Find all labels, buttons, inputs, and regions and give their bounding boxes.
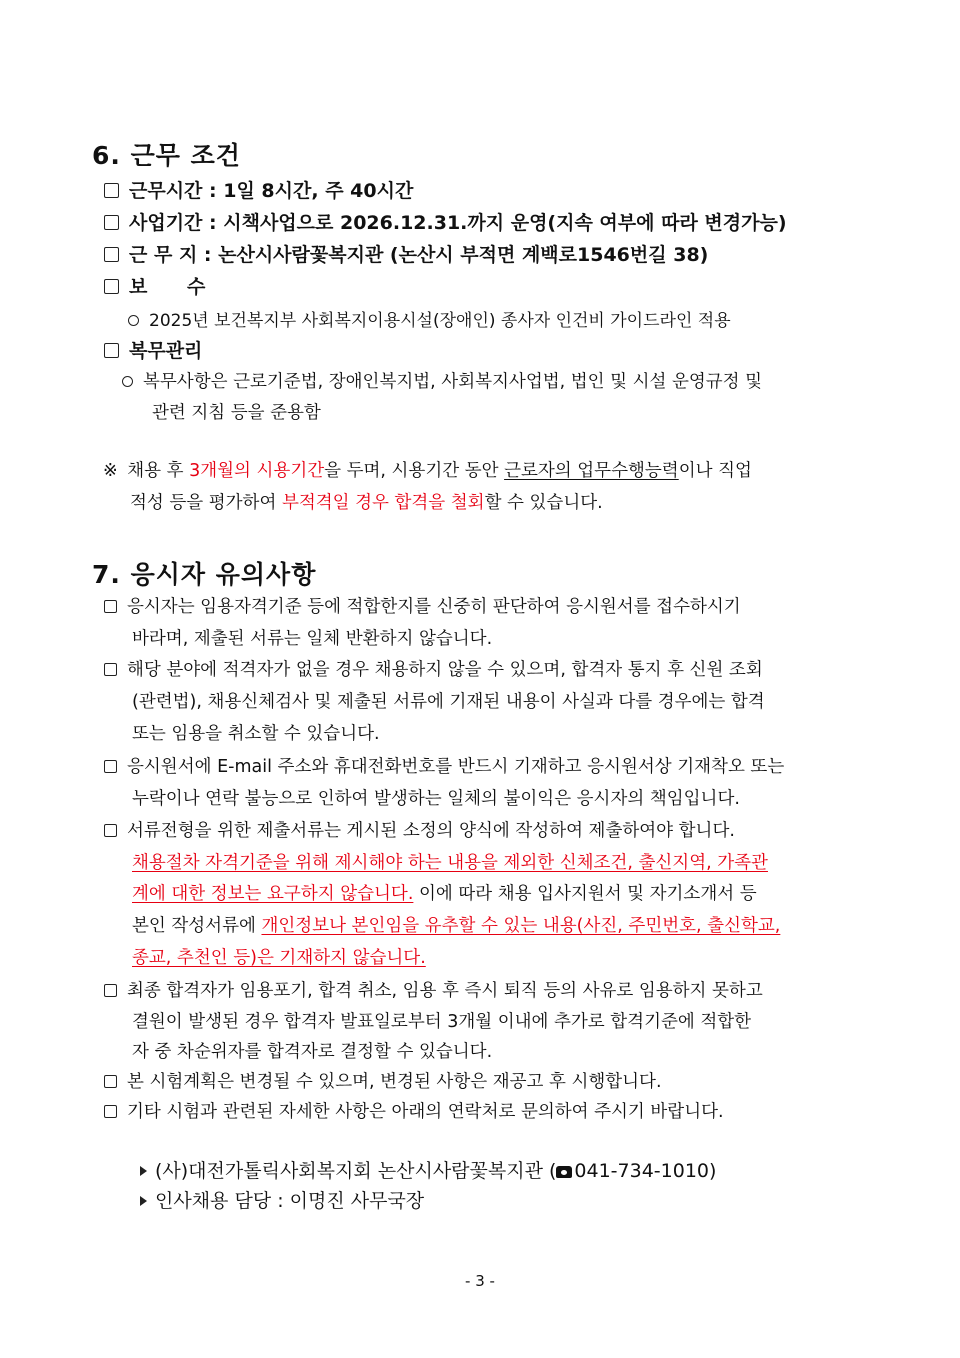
checkbox-icon	[104, 1075, 117, 1088]
notice-item-3: 응시원서에 E-mail 주소와 휴대전화번호를 반드시 기재하고 응시원서상 기재착오 또는	[104, 753, 784, 778]
condition-location: 근 무 지 : 논산시사람꽃복지관 (논산시 부적면 계백로1546번길 38)	[104, 240, 708, 267]
notice-item-1-cont: 바라며, 제출된 서류는 일체 반환하지 않습니다.	[132, 629, 493, 649]
checkbox-icon	[104, 279, 119, 294]
checkbox-icon	[104, 760, 117, 773]
telephone-icon	[556, 1166, 572, 1178]
notice-item-6: 본 시험계획은 변경될 수 있으며, 변경된 사항은 재공고 후 시행합니다.	[104, 1068, 662, 1093]
notice-item-3-cont: 누락이나 연락 불능으로 인하여 발생하는 일체의 불이익은 응시자의 책임입니다.	[132, 789, 740, 809]
notice-item-1: 응시자는 임용자격기준 등에 적합한지를 신중히 판단하여 응시원서를 접수하시기	[104, 593, 741, 618]
notice-item-4-red-line: 종교, 추천인 등)은 기재하지 않습니다.	[132, 948, 426, 968]
notice-item-4-red-line: 채용절차 자격기준을 위해 제시해야 하는 내용을 제외한 신체조건, 출신지역, 가족관	[132, 853, 768, 873]
notice-item-2: 해당 분야에 적격자가 없을 경우 채용하지 않을 수 있으며, 합격자 통지 후 신원 조회	[104, 656, 763, 681]
circle-bullet-icon	[128, 315, 139, 326]
checkbox-icon	[104, 984, 117, 997]
revoke-warning: 부적격일 경우 합격을 철회	[281, 493, 485, 513]
notice-item-5-cont: 결원이 발생된 경우 합격자 발표일로부터 3개월 이내에 추가로 합격기준에 적합한	[132, 1012, 752, 1032]
notice-item-4: 서류전형을 위한 제출서류는 게시된 소정의 양식에 작성하여 제출하여야 합니다.	[104, 817, 735, 842]
notice-item-2-cont: 또는 임용을 취소할 수 있습니다.	[132, 724, 380, 744]
triangle-bullet-icon	[140, 1196, 147, 1206]
checkbox-icon	[104, 247, 119, 262]
contact-phone: 041-734-1010)	[574, 1160, 717, 1182]
duty-line-2: 관련 지침 등을 준용함	[152, 403, 321, 423]
probation-note-line-1: ※ 채용 후 3개월의 시용기간을 두며, 시용기간 동안 근로자의 업무수행능력이나 직업	[103, 461, 752, 481]
condition-duty: 복무관리	[104, 336, 202, 363]
checkbox-icon	[104, 600, 117, 613]
probation-note-line-2: 적성 등을 평가하여 부적격일 경우 합격을 철회할 수 있습니다.	[130, 493, 603, 513]
reference-mark: ※	[103, 461, 118, 481]
contact-organization: (사)대전가톨릭사회복지회 논산시사람꽃복지관 ( 041-734-1010)	[140, 1156, 716, 1183]
checkbox-icon	[104, 663, 117, 676]
checkbox-icon	[104, 824, 117, 837]
notice-item-2-cont: (관련법), 채용신체검사 및 제출된 서류에 기재된 내용이 사실과 다를 경우에는 합격	[132, 692, 765, 712]
checkbox-icon	[104, 183, 119, 198]
condition-hours: 근무시간 : 1일 8시간, 주 40시간	[104, 176, 413, 203]
notice-item-4-cont: 계에 대한 정보는 요구하지 않습니다. 이에 따라 채용 입사지원서 및 자기소개서 등	[132, 884, 757, 904]
notice-item-5: 최종 합격자가 임용포기, 합격 취소, 임용 후 즉시 퇴직 등의 사유로 임용하지 못하고	[104, 977, 763, 1002]
section-6-title: 6. 근무 조건	[92, 141, 241, 170]
section-7-title: 7. 응시자 유의사항	[92, 560, 317, 589]
triangle-bullet-icon	[140, 1166, 147, 1176]
notice-item-5-cont: 자 중 차순위자를 합격자로 결정할 수 있습니다.	[132, 1042, 493, 1062]
condition-period: 사업기간 : 시책사업으로 2026.12.31.까지 운영(지속 여부에 따라 변경가능)	[104, 208, 787, 235]
circle-bullet-icon	[122, 376, 133, 387]
pay-guideline: 2025년 보건복지부 사회복지이용시설(장애인) 종사자 인건비 가이드라인 적용	[128, 306, 731, 331]
checkbox-icon	[104, 215, 119, 230]
condition-pay: 보 수	[104, 272, 205, 299]
checkbox-icon	[104, 1105, 117, 1118]
contact-staff: 인사채용 담당 : 이명진 사무국장	[140, 1186, 424, 1213]
duty-line-1: 복무사항은 근로기준법, 장애인복지법, 사회복지사업법, 법인 및 시설 운영규정 및	[122, 368, 762, 393]
checkbox-icon	[104, 343, 119, 358]
work-ability-underline: 근로자의 업무수행능력	[504, 461, 679, 481]
notice-item-7: 기타 시험과 관련된 자세한 사항은 아래의 연락처로 문의하여 주시기 바랍니다.	[104, 1098, 724, 1123]
probation-period: 3개월의 시용기간	[189, 461, 325, 481]
page-number: - 3 -	[465, 1272, 495, 1290]
notice-item-4-cont: 본인 작성서류에 개인정보나 본인임을 유추할 수 있는 내용(사진, 주민번호, 출신학교,	[132, 916, 781, 936]
